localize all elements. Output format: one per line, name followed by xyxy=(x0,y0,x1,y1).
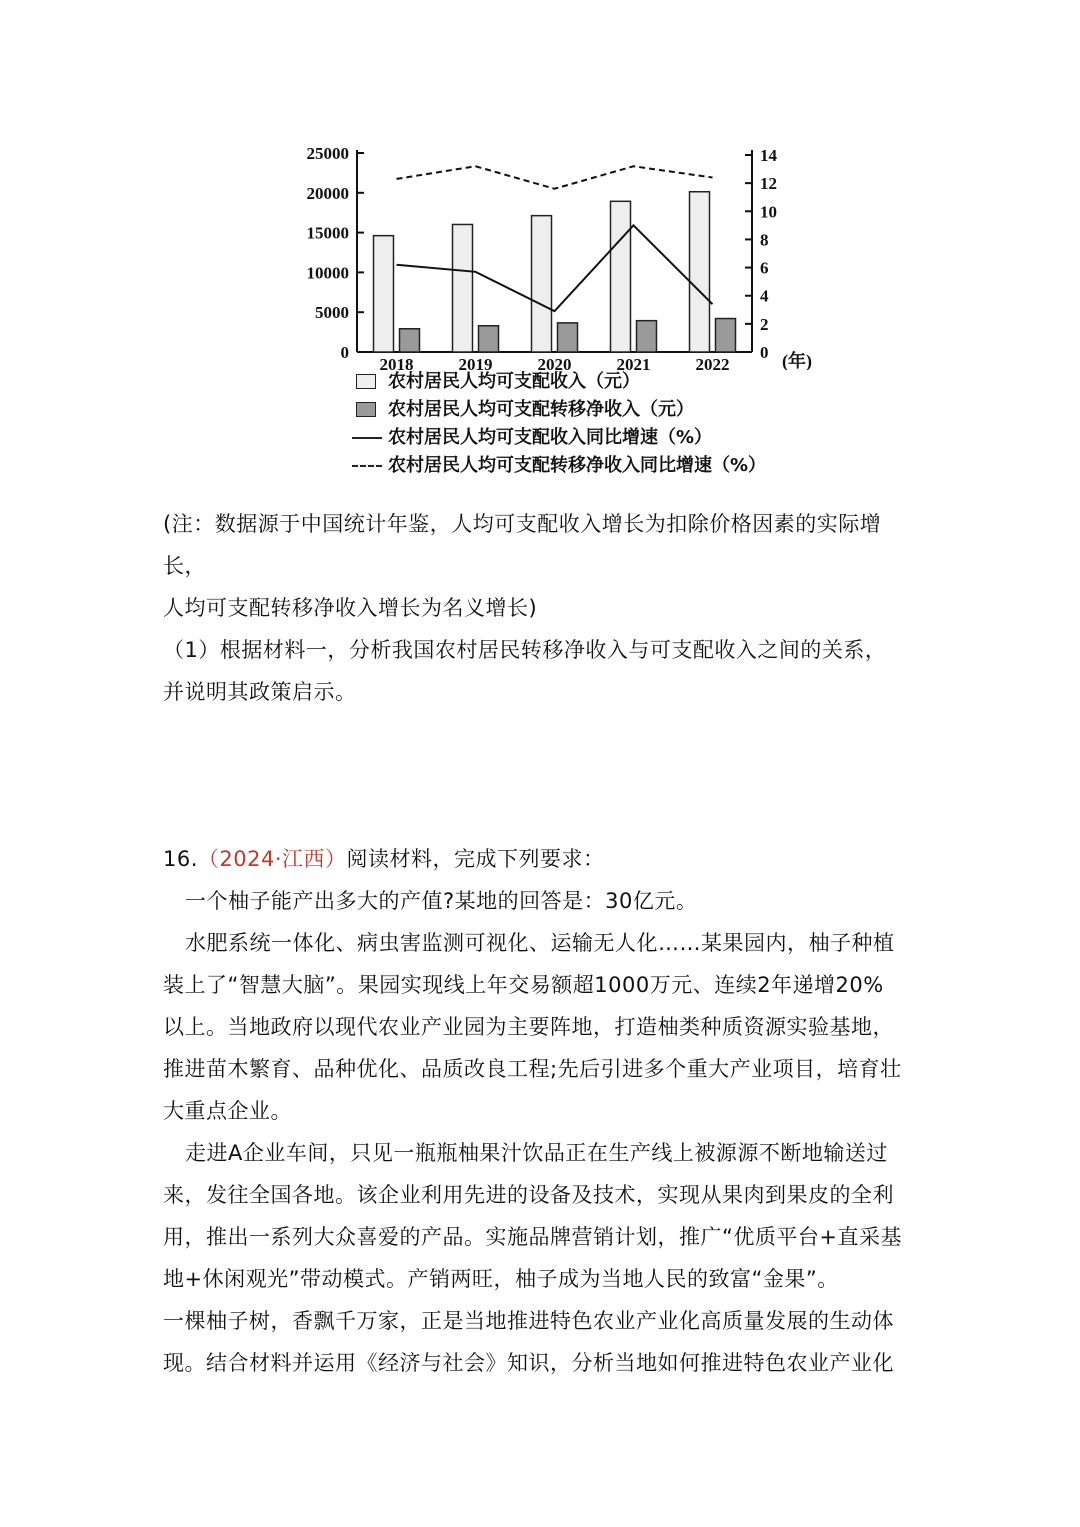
y-right-tick-label: 4 xyxy=(760,286,769,306)
y-left-tick-label: 10000 xyxy=(306,263,349,283)
paragraph-3-line-3: 用，推出一系列大众喜爱的产品。实施品牌营销计划，推广“优质平台+直采基 xyxy=(163,1225,902,1249)
bar-income xyxy=(374,236,394,352)
question-1-line-1: （1）根据材料一，分析我国农村居民转移净收入与可支配收入之间的关系， xyxy=(163,638,887,662)
bar-transfer xyxy=(479,326,499,352)
question-source: （2024·江西） xyxy=(197,847,347,871)
chart-area xyxy=(0,0,1080,500)
bar-income xyxy=(611,201,631,352)
x-tick-label: 2022 xyxy=(695,355,730,370)
paragraph-2-line-1: 水肥系统一体化、病虫害监测可视化、运输无人化……某果园内，柚子种植 xyxy=(185,931,895,955)
bar-income xyxy=(532,216,552,352)
paragraph-4-line-2: 现。结合材料并运用《经济与社会》知识，分析当地如何推进特色农业产业化 xyxy=(163,1351,894,1375)
y-right-tick-label: 10 xyxy=(760,202,777,222)
legend-label: 农村居民人均可支配收入（元） xyxy=(388,371,640,392)
legend-swatch-light xyxy=(356,374,376,389)
legend-item-transfer xyxy=(350,396,870,424)
y-right-tick-label: 14 xyxy=(760,146,777,165)
legend-item-income xyxy=(350,368,870,396)
legend-swatch-dark xyxy=(356,402,376,417)
paragraph-2-line-4: 推进苗木繁育、品种优化、品质改良工程;先后引进多个重大产业项目，培育壮 xyxy=(163,1057,902,1081)
y-left-tick-label: 25000 xyxy=(306,144,349,163)
x-tick-label: 2021 xyxy=(616,355,651,370)
x-tick-label: 2020 xyxy=(537,355,572,370)
y-right-tick-label: 8 xyxy=(760,230,769,250)
question-16-header xyxy=(163,838,923,880)
x-tick-label: 2018 xyxy=(379,355,414,370)
y-left-tick-label: 20000 xyxy=(306,183,349,203)
x-tick-label: 2019 xyxy=(458,355,493,370)
paragraph-3-line-4: 地+休闲观光”带动模式。产销两旺，柚子成为当地人民的致富“金果”。 xyxy=(163,1267,839,1291)
paragraph-3-line-1: 走进A企业车间，只见一瓶瓶柚果汁饮品正在生产线上被源源不断地输送过 xyxy=(185,1141,888,1165)
legend-item-income-growth xyxy=(350,424,870,452)
paragraph-4-line-1: 一棵柚子树，香飘千万家，正是当地推进特色农业产业化高质量发展的生动体 xyxy=(163,1309,894,1333)
question-1-line-2: 并说明其政策启示。 xyxy=(163,680,357,704)
line-transfer-growth xyxy=(397,166,713,189)
paragraph-1: 一个柚子能产出多大的产值?某地的回答是：30亿元。 xyxy=(185,889,698,913)
y-right-tick-label: 12 xyxy=(760,174,777,194)
question-number: 16. xyxy=(163,847,198,871)
paragraph-3-line-2: 来，发往全国各地。该企业利用先进的设备及技术，实现从果肉到果皮的全利 xyxy=(163,1183,894,1207)
y-right-tick-label: 6 xyxy=(760,258,769,278)
question-16 xyxy=(163,838,923,1384)
line-income-growth xyxy=(397,225,713,311)
chart-legend xyxy=(350,368,870,480)
bar-transfer xyxy=(637,321,657,352)
y-right-tick-label: 2 xyxy=(760,314,769,334)
x-axis-unit: (年) xyxy=(782,351,812,370)
bar-transfer xyxy=(716,319,736,352)
paragraph-2-line-5: 大重点企业。 xyxy=(163,1099,292,1123)
legend-dashed-line xyxy=(352,465,382,467)
note-line-2: 人均可支配转移净收入增长为名义增长) xyxy=(163,596,538,620)
bar-income xyxy=(453,224,473,352)
legend-label: 农村居民人均可支配转移净收入（元） xyxy=(388,399,694,420)
y-left-tick-label: 15000 xyxy=(306,223,349,243)
bar-transfer xyxy=(558,323,578,352)
combo-chart xyxy=(0,0,1080,370)
y-left-tick-label: 5000 xyxy=(315,303,349,323)
legend-label: 农村居民人均可支配转移净收入同比增速（%） xyxy=(388,455,767,476)
paragraph-2-line-2: 装上了“智慧大脑”。果园实现线上年交易额超1000万元、连续2年递增20% xyxy=(163,973,884,997)
note-line-1: (注：数据源于中国统计年鉴，人均可支配收入增长为扣除价格因素的实际增长， xyxy=(163,512,882,578)
y-left-tick-label: 0 xyxy=(340,343,349,362)
question-instruction: 阅读材料，完成下列要求： xyxy=(346,847,605,871)
bar-transfer xyxy=(400,329,420,352)
y-right-tick-label: 0 xyxy=(760,343,769,362)
legend-item-transfer-growth xyxy=(350,452,870,480)
legend-label: 农村居民人均可支配收入同比增速（%） xyxy=(388,427,713,448)
chart-note xyxy=(163,503,923,713)
paragraph-2-line-3: 以上。当地政府以现代农业产业园为主要阵地，打造柚类种质资源实验基地， xyxy=(163,1015,894,1039)
legend-solid-line xyxy=(352,437,382,439)
bar-income xyxy=(690,192,710,352)
